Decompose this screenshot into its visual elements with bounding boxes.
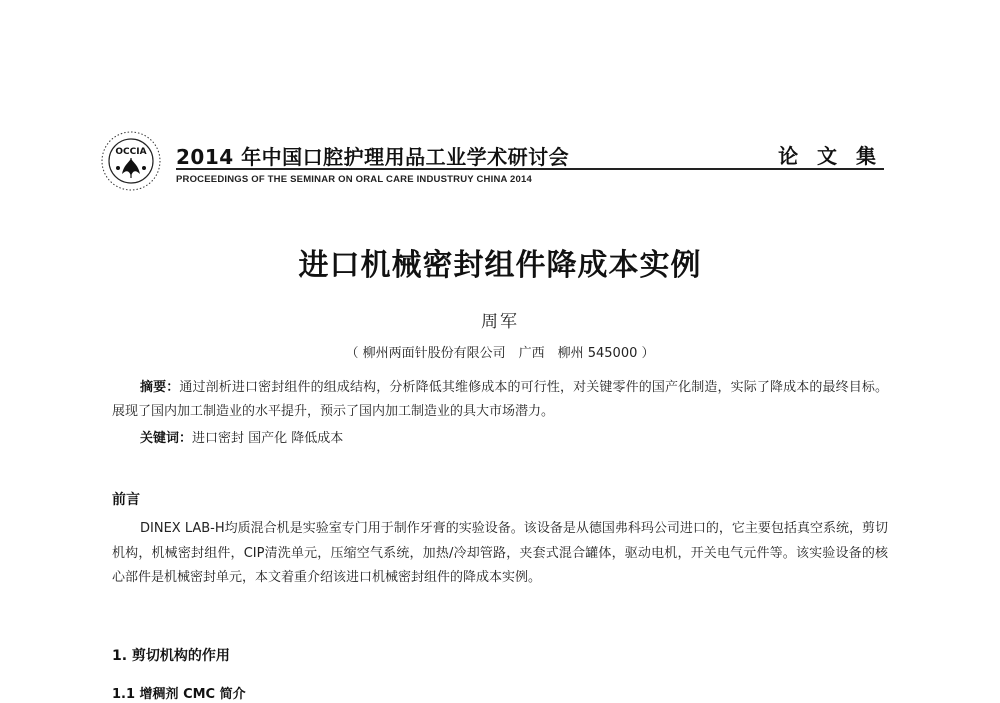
keywords-text: 进口密封 国产化 降低成本 [192, 431, 344, 446]
logo-text: OCCIA [115, 147, 147, 157]
keywords-label: 关键词： [140, 431, 193, 446]
keywords [140, 429, 343, 449]
abstract [112, 376, 888, 424]
abstract-text: 通过剖析进口密封组件的组成结构，分析降低其维修成本的可行性，对关键零件的国产化制造，实际了降成本的最终目标。展现了国内加工制造业的水平提升，预示了国内加工制造业的具大市场潜力。 [112, 380, 888, 419]
conference-title: 2014 年中国口腔护理用品工业学术研讨会 [176, 145, 570, 169]
preface-heading: 前言 [112, 492, 140, 508]
author-affiliation: （ 柳州两面针股份有限公司 广西 柳州 545000 ） [345, 346, 655, 361]
conference-subtitle: PROCEEDINGS OF THE SEMINAR ON ORAL CARE INDUSTRUY CHINA 2014 [176, 174, 532, 185]
header-divider [176, 168, 884, 170]
abstract-label: 摘要： [140, 380, 180, 395]
paper-title: 进口机械密封组件降成本实例 [298, 248, 702, 283]
proceedings-label: 论 文 集 [778, 144, 882, 168]
preface-paragraph: DINEX LAB-H均质混合机是实验室专门用于制作牙膏的实验设备。该设备是从德国弗科玛公司进口的，它主要包括真空系统，剪切机构，机械密封组件，CIP清洗单元，压缩空气系统，加热/冷却管路，夹套式混合罐体，驱动电机，开关电气元件等。该实验设备的核心部件是机械密封单元，本文着重介绍该进口机械密封组件的降成本实例。 [112, 521, 888, 585]
section-1-1-heading: 1.1 增稠剂 CMC 简介 [112, 687, 246, 702]
author-name: 周军 [481, 312, 519, 332]
conference-logo-icon [100, 130, 162, 192]
section-1-heading: 1. 剪切机构的作用 [112, 648, 230, 664]
